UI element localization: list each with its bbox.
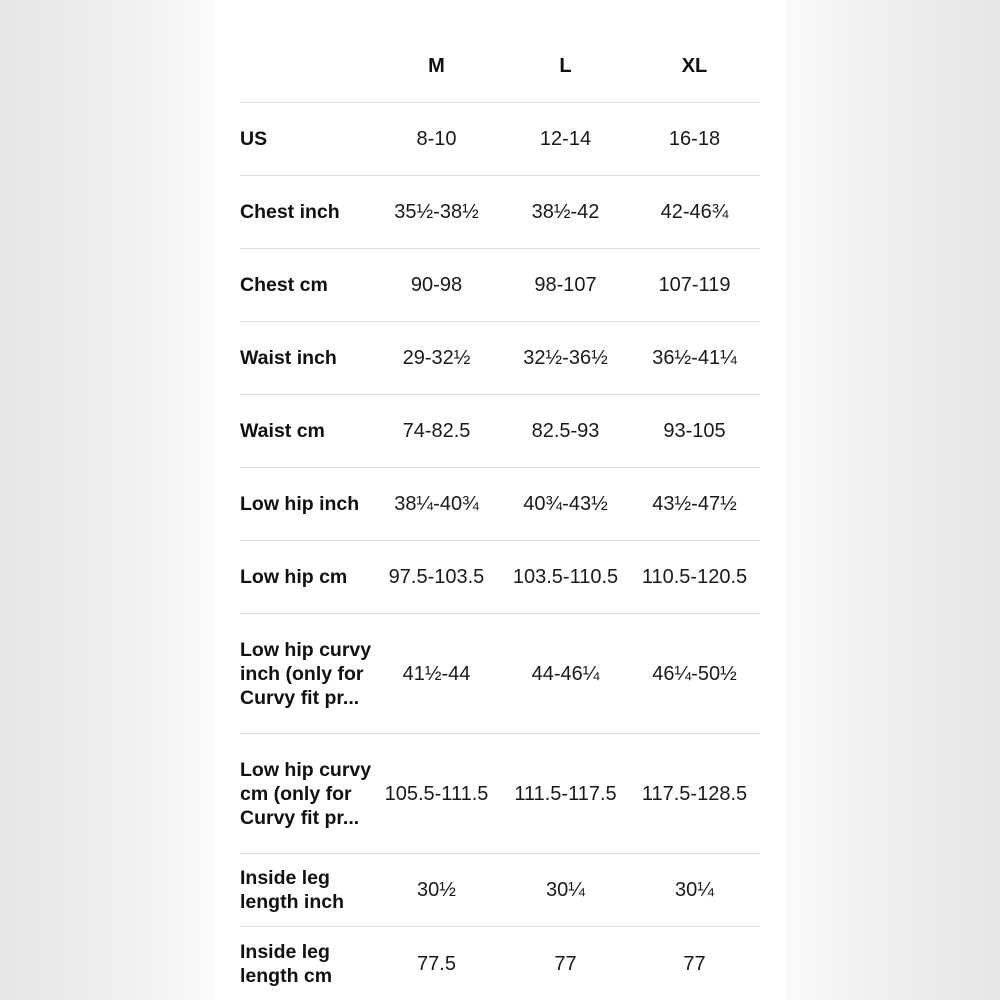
cell-value: 30¼: [675, 879, 714, 901]
row-label: Low hip curvy inch (only for Curvy fit pr...: [240, 638, 372, 709]
cell-value: 74-82.5: [402, 420, 471, 442]
cell-value: 117.5-128.5: [641, 782, 748, 805]
cell-value: 12-14: [539, 128, 592, 150]
table-row-low-hip-cm: [240, 541, 760, 614]
table-header-row: [240, 31, 760, 103]
cell-value: 107-119: [658, 274, 731, 296]
table-row-inside-leg-inch: [240, 854, 760, 927]
cell-value: 97.5-103.5: [388, 566, 485, 588]
cell-value: 8-10: [416, 128, 457, 150]
cell-value: 38¼-40¾: [394, 493, 479, 515]
cell-value: 105.5-111.5: [384, 782, 489, 805]
cell-value: 36½-41¼: [652, 347, 737, 369]
cell-value: 44-46¼: [531, 662, 600, 685]
column-header-l: L: [559, 55, 572, 77]
cell-value: 77: [683, 952, 706, 975]
cell-value: 29-32½: [402, 347, 471, 369]
cell-value: 98-107: [534, 274, 597, 296]
cell-value: 30½: [417, 879, 456, 901]
cell-value: 43½-47½: [652, 493, 737, 515]
table-row-low-hip-curvy-cm: [240, 734, 760, 854]
cell-value: 41½-44: [402, 662, 471, 685]
cell-value: 90-98: [410, 274, 463, 296]
header-label-cell: [240, 55, 372, 79]
cell-value: 46¼-50½: [652, 662, 737, 685]
table-row-us: [240, 103, 760, 176]
column-header-xl: XL: [681, 55, 708, 77]
row-label: Inside leg length inch: [240, 867, 344, 913]
cell-value: 110.5-120.5: [641, 566, 748, 588]
cell-value: 38½-42: [531, 201, 600, 223]
row-label: Inside leg length cm: [240, 940, 333, 987]
cell-value: 77: [554, 952, 577, 975]
table-row-chest-inch: [240, 176, 760, 249]
row-label: Waist cm: [240, 420, 325, 442]
table-row-inside-leg-cm: [240, 927, 760, 1000]
table-row-low-hip-inch: [240, 468, 760, 541]
cell-value: 40¾-43½: [523, 493, 608, 515]
row-label: Low hip curvy cm (only for Curvy fit pr...: [240, 758, 372, 829]
cell-value: 93-105: [663, 420, 726, 442]
row-label: Chest cm: [240, 274, 328, 296]
row-label: Low hip inch: [240, 493, 360, 515]
cell-value: 35½-38½: [394, 201, 479, 223]
table-row-chest-cm: [240, 249, 760, 322]
cell-value: 16-18: [668, 128, 721, 150]
row-label: US: [240, 128, 268, 150]
size-chart-table: [240, 31, 760, 1000]
column-header-m: M: [428, 55, 445, 77]
cell-value: 42-46¾: [660, 201, 729, 223]
cell-value: 77.5: [417, 952, 456, 975]
table-row-waist-cm: [240, 395, 760, 468]
cell-value: 111.5-117.5: [514, 782, 617, 805]
row-label: Waist inch: [240, 347, 337, 369]
cell-value: 32½-36½: [523, 347, 608, 369]
cell-value: 30¼: [546, 879, 585, 901]
row-label: Chest inch: [240, 201, 340, 223]
table-row-waist-inch: [240, 322, 760, 395]
cell-value: 82.5-93: [531, 420, 600, 442]
row-label: Low hip cm: [240, 566, 348, 588]
table-row-low-hip-curvy-inch: [240, 614, 760, 734]
cell-value: 103.5-110.5: [512, 566, 619, 588]
